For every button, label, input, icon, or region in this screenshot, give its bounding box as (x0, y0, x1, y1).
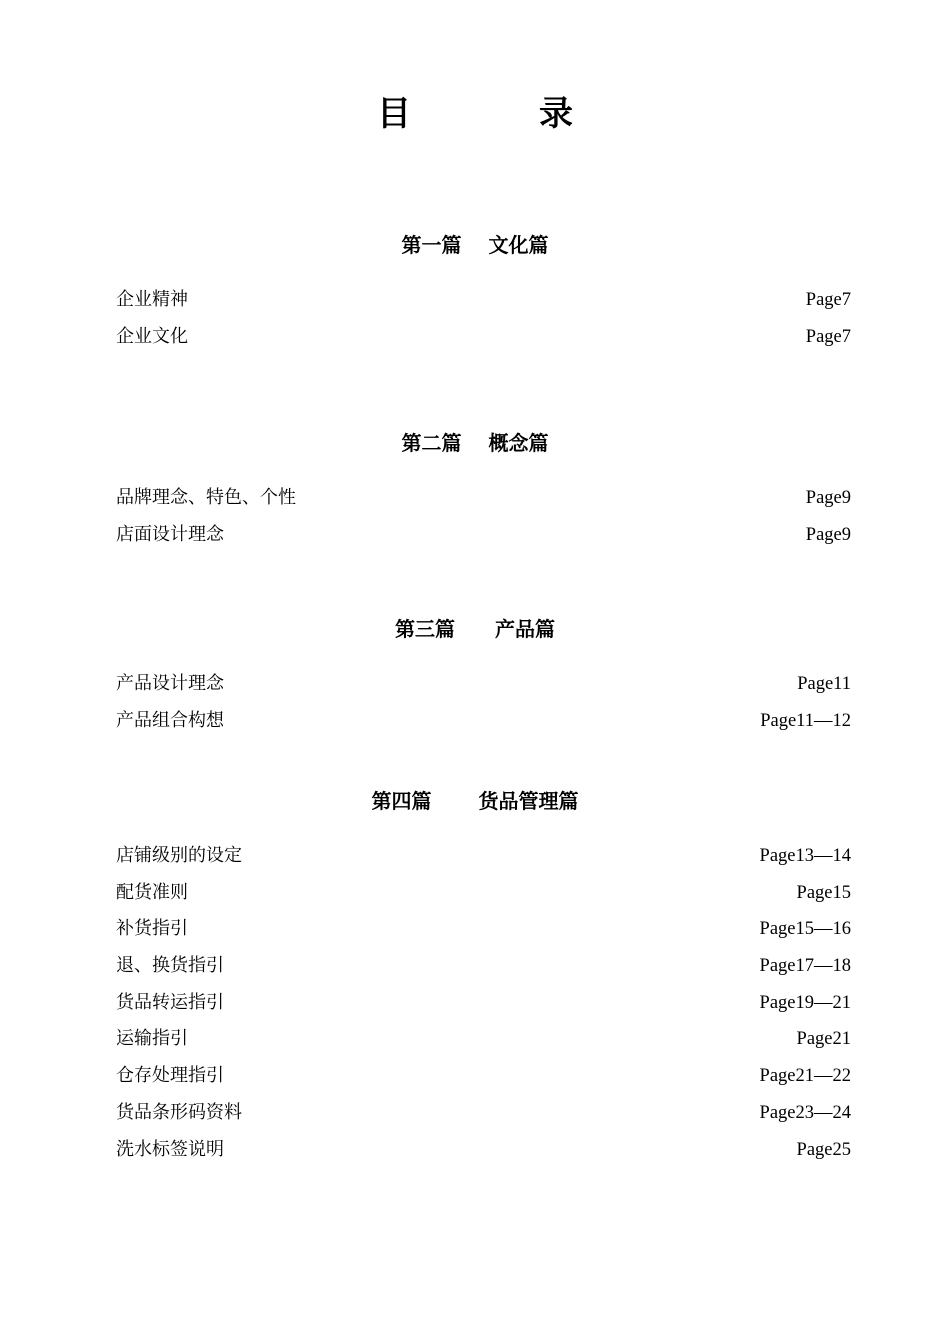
toc-entry-label: 退、换货指引 (116, 955, 224, 977)
toc-entry[interactable] (116, 1058, 851, 1095)
toc-entry-page: Page11—12 (760, 710, 851, 731)
toc-section-2 (0, 430, 950, 553)
toc-entry-page: Page19—21 (759, 992, 851, 1013)
toc-entry[interactable] (116, 911, 851, 948)
section-heading: 第二篇 概念篇 (401, 431, 549, 455)
toc-entry-label: 品牌理念、特色、个性 (116, 487, 296, 508)
toc-entry[interactable] (116, 282, 851, 319)
toc-entry-list (0, 480, 950, 553)
toc-entry-page: Page15—16 (759, 919, 851, 940)
toc-entry-page: Page25 (796, 1139, 851, 1160)
page-title-char-1: 目 (377, 94, 411, 134)
toc-entry[interactable] (116, 948, 851, 985)
toc-entry-list (0, 666, 950, 739)
toc-entry-list (0, 838, 950, 1168)
toc-entry-page: Page23—24 (759, 1102, 851, 1123)
toc-entry-page: Page13—14 (759, 846, 851, 866)
section-heading: 第一篇 文化篇 (401, 233, 549, 257)
toc-section-1 (0, 232, 950, 355)
toc-entry[interactable] (116, 319, 851, 356)
toc-entry-label: 货品条形码资料 (116, 1101, 242, 1123)
toc-entry-label: 货品转运指引 (116, 991, 224, 1013)
toc-entry[interactable] (116, 875, 851, 912)
toc-entry[interactable] (116, 838, 851, 875)
page-title-char-2: 录 (539, 94, 573, 134)
section-heading: 第四篇 货品管理篇 (371, 789, 579, 813)
toc-entry[interactable] (116, 666, 851, 703)
toc-entry-list (0, 282, 950, 355)
toc-entry-label: 店铺级别的设定 (116, 845, 242, 866)
toc-entry-label: 配货准则 (116, 881, 188, 903)
toc-entry-page: Page9 (805, 488, 851, 508)
toc-entry[interactable] (116, 985, 851, 1022)
toc-entry[interactable] (116, 1132, 851, 1169)
toc-entry[interactable] (116, 1021, 851, 1058)
section-heading: 第三篇 产品篇 (395, 617, 555, 641)
toc-entry-label: 产品组合构想 (116, 709, 224, 731)
toc-entry-label: 店面设计理念 (116, 523, 224, 545)
toc-entry-page: Page15 (796, 882, 851, 903)
toc-entry[interactable] (116, 480, 851, 517)
page-title (0, 92, 950, 136)
toc-entry-label: 企业精神 (116, 289, 188, 310)
toc-section-3 (0, 616, 950, 739)
toc-entry-page: Page7 (805, 290, 851, 310)
toc-entry-label: 补货指引 (116, 918, 188, 940)
toc-entry-page: Page7 (805, 326, 851, 347)
toc-entry-page: Page11 (797, 674, 851, 694)
toc-entry-label: 运输指引 (116, 1028, 188, 1050)
toc-entry-label: 企业文化 (116, 325, 188, 347)
toc-entry-page: Page21 (796, 1029, 851, 1050)
toc-entry[interactable] (116, 703, 851, 740)
toc-entry-label: 产品设计理念 (116, 673, 224, 694)
toc-entry-label: 仓存处理指引 (116, 1065, 224, 1087)
toc-entry-page: Page9 (805, 524, 851, 545)
toc-entry-page: Page17—18 (759, 956, 851, 977)
toc-entry-page: Page21—22 (759, 1066, 851, 1087)
toc-entry-label: 洗水标签说明 (116, 1138, 224, 1160)
toc-entry[interactable] (116, 1095, 851, 1132)
toc-section-4 (0, 788, 950, 1168)
toc-entry[interactable] (116, 517, 851, 554)
